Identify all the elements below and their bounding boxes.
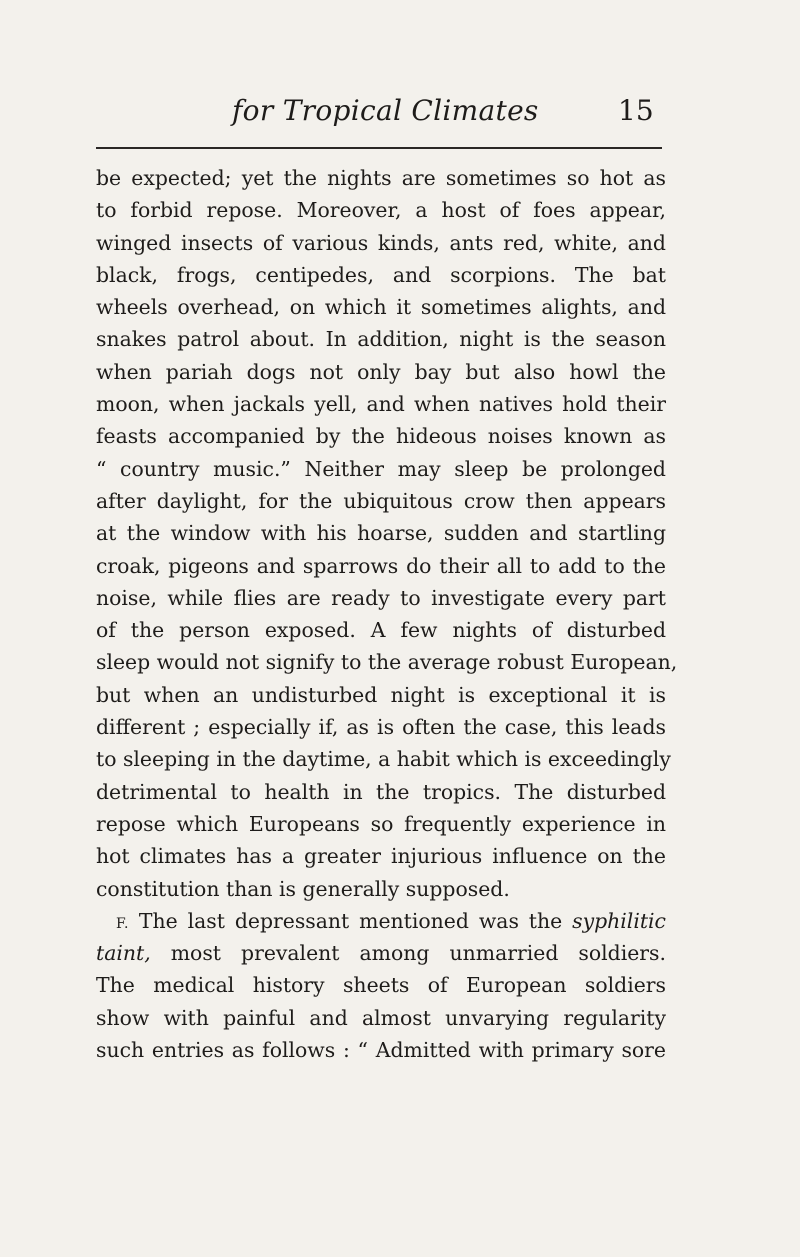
text-line: croak, pigeons and sparrows do their all to add to the — [96, 553, 666, 578]
text-line: of the person exposed. A few nights of disturbed — [96, 618, 666, 643]
text-line: such entries as follows : “ Admitted with primary sore — [96, 1038, 666, 1063]
text-segment: most prevalent among unmarried soldiers. — [170, 941, 666, 966]
text-line: constitution than is generally supposed. — [96, 876, 510, 901]
italic-term: taint, — [96, 941, 151, 966]
text-line: repose which Europeans so frequently experience in — [96, 811, 666, 836]
text-line: feasts accompanied by the hideous noises known as — [96, 424, 666, 449]
paragraph-f-first-line — [96, 905, 666, 937]
text-line: “ country music.” Neither may sleep be prolonged — [96, 456, 666, 481]
text-line: but when an undisturbed night is exceptional it is — [96, 682, 666, 707]
text-line: snakes patrol about. In addition, night is the season — [96, 327, 666, 352]
paragraph-f-second-line — [96, 937, 666, 969]
text-line: be expected; yet the nights are sometimes so hot as — [96, 166, 666, 190]
running-header — [0, 92, 800, 132]
body-text — [96, 162, 678, 1066]
header-rule — [96, 147, 662, 149]
text-line: black, frogs, centipedes, and scorpions. The bat — [96, 262, 666, 287]
text-line: to forbid repose. Moreover, a host of foes appear, — [96, 198, 666, 223]
text-segment: The last depressant mentioned was the — [138, 908, 563, 933]
page-number: 15 — [618, 94, 654, 127]
text-line: to sleeping in the daytime, a habit which is exceedingly — [96, 747, 671, 772]
running-title: for Tropical Climates — [232, 94, 539, 127]
text-line: different ; especially if, as is often the case, this leads — [96, 715, 666, 740]
text-line: show with painful and almost unvarying regularity — [96, 1005, 666, 1030]
text-line: hot climates has a greater injurious influence on the — [96, 844, 666, 869]
text-line: when pariah dogs not only bay but also howl the — [96, 359, 666, 384]
text-line: sleep would not signify to the average robust European, — [96, 650, 678, 675]
text-line: wheels overhead, on which it sometimes alights, and — [96, 295, 666, 320]
italic-term: syphilitic — [572, 908, 666, 933]
text-line: winged insects of various kinds, ants red, white, and — [96, 230, 666, 255]
text-line: moon, when jackals yell, and when natives hold their — [96, 392, 666, 417]
text-line: The medical history sheets of European soldiers — [96, 973, 666, 998]
paragraph-marker: F. — [116, 915, 129, 932]
text-line: detrimental to health in the tropics. The disturbed — [96, 779, 666, 804]
text-line: after daylight, for the ubiquitous crow then appears — [96, 488, 666, 513]
text-line: at the window with his hoarse, sudden and startling — [96, 521, 666, 546]
text-line: noise, while flies are ready to investigate every part — [96, 585, 666, 610]
